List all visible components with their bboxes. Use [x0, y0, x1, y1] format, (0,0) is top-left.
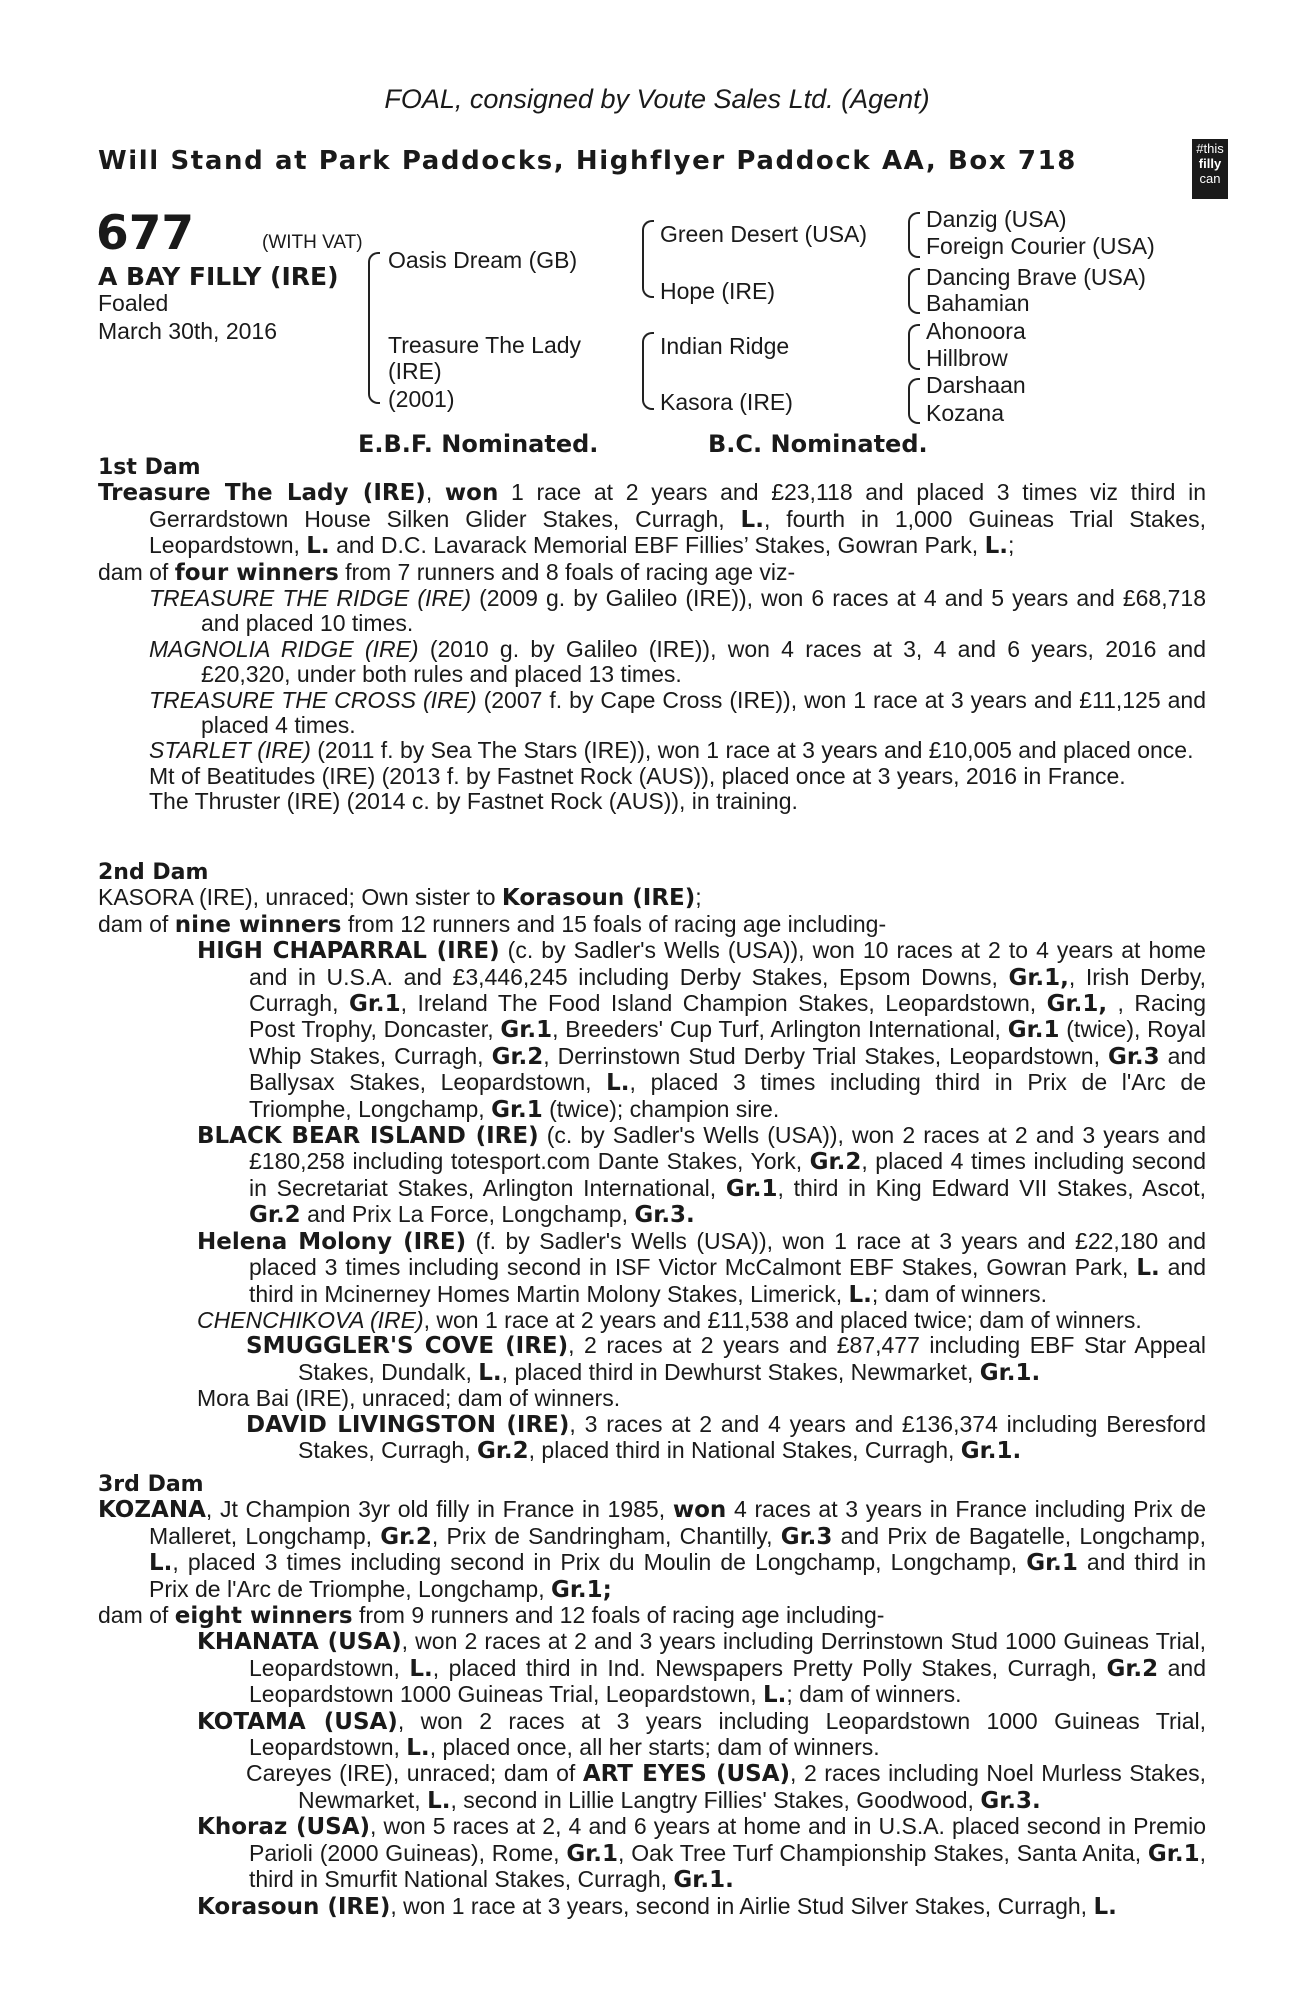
- pedigree-sire-dam: Hope (IRE): [660, 278, 776, 304]
- record-text: and Prix La Force, Longchamp,: [300, 1201, 635, 1228]
- record-text: 1 race at 2 years and £23,118 and placed 3 times viz third in Gerrardstown House Silken Glider Stakes, Curragh,: [149, 479, 1207, 532]
- progeny-name: SMUGGLER'S COVE (IRE): [246, 1333, 569, 1360]
- stand-location: Will Stand at Park Paddocks, Highflyer Paddock AA, Box 718: [98, 146, 1077, 176]
- pedigree-ddd: Kozana: [926, 400, 1005, 426]
- record-text: , won 5 races at 2, 4 and 6 years at home and in U.S.A. placed second in Premio Parioli (2000 Guineas), Rome,: [249, 1813, 1206, 1866]
- progeny-text: (2009 g. by Galileo (IRE)), won 6 races at 4 and 5 years and £68,718 and placed 10 times.: [201, 585, 1206, 637]
- second-dam-heading: 2nd Dam: [98, 860, 209, 885]
- grade: L.: [606, 1070, 630, 1097]
- catalogue-subtitle: FOAL, consigned by Voute Sales Ltd. (Agent): [384, 84, 930, 114]
- progeny-name: TREASURE THE RIDGE (IRE): [149, 585, 471, 612]
- grade: Gr.1;: [550, 1576, 612, 1603]
- pedigree-dss: Ahonoora: [926, 318, 1026, 344]
- record-text: and Leopardstown 1000 Guineas Trial, Leopardstown,: [249, 1654, 1206, 1708]
- grade: Gr.1.: [673, 1867, 734, 1894]
- record-text: (c. by Sadler's Wells (USA)), won 2 races at 2 and 3 years and £180,258 including totesport.com Dante Stakes, York,: [249, 1122, 1206, 1175]
- logo-line-1: #this: [1196, 141, 1224, 156]
- progeny-item: [98, 1814, 1206, 1893]
- record-text: , placed 4 times including second in Secretariat Stakes, Arlington International,: [249, 1148, 1207, 1201]
- progeny-item: [98, 1333, 1206, 1386]
- this-filly-can-logo: [1192, 139, 1228, 199]
- third-dam-record: [98, 1497, 1206, 1603]
- grade: L.: [409, 1655, 433, 1682]
- pedigree-dds: Darshaan: [926, 372, 1026, 398]
- foaled-label: Foaled: [98, 290, 169, 316]
- grade: Gr.1,: [1008, 964, 1069, 991]
- pedigree-dam-dam: Kasora (IRE): [660, 389, 793, 415]
- first-dam-section: [98, 455, 1206, 815]
- progeny-item: [98, 1629, 1206, 1708]
- grade: L.: [1093, 1893, 1117, 1920]
- pedigree-dam-sire: Indian Ridge: [660, 333, 790, 359]
- grade: Gr.1: [725, 1175, 778, 1202]
- record-text: , 2 races including Noel Murless Stakes, Newmarket,: [298, 1760, 1207, 1813]
- first-dam-name: Treasure The Lady (IRE): [98, 480, 426, 507]
- pedigree-bracket: [642, 332, 654, 410]
- record-text: , Prix de Sandringham, Chantilly,: [431, 1522, 781, 1549]
- record-text: and D.C. Lavarack Memorial EBF Fillies’ Stakes, Gowran Park,: [329, 532, 985, 559]
- pedigree-sss: Danzig (USA): [926, 206, 1067, 232]
- grade: L.: [848, 1281, 872, 1308]
- progeny-item: [98, 1761, 1206, 1814]
- progeny-item: [98, 1229, 1206, 1308]
- record-text: 4 races at 3 years in France including Prix de Malleret, Longchamp,: [149, 1496, 1206, 1549]
- first-dam-record: Treasure The Lady (IRE), won 1 race at 2 years and £23,118 and placed 3 times viz third in Gerrardstown House Silken Glider Stakes, Curragh, L., fourth in 1,000 Guineas Trial Stakes, Leopardstown, L. and D.C. Lavarack Memorial EBF Fillies’ Stakes, Gowran Park, L.;: [98, 479, 1207, 560]
- progeny-name: KHANATA (USA): [197, 1629, 402, 1656]
- progeny-item: [98, 586, 1206, 637]
- pedigree-ssd: Foreign Courier (USA): [926, 233, 1155, 259]
- grade: Gr.1: [491, 1096, 543, 1123]
- bc-nominated: B.C. Nominated.: [708, 430, 928, 458]
- record-text: from 7 runners and 8 foals of racing age viz-: [338, 558, 796, 585]
- record-text: , fourth in 1,000 Guineas Trial Stakes, Leopardstown,: [149, 505, 1206, 559]
- progeny-item: [98, 1308, 1206, 1333]
- progeny-text: (2011 f. by Sea The Stars (IRE)), won 1 race at 3 years and £10,005 and placed once.: [310, 737, 1194, 764]
- record-text: , Jt Champion 3yr old filly in France in 1985,: [205, 1496, 673, 1523]
- listed-grade: L.: [306, 533, 330, 560]
- grade: Gr.3: [780, 1523, 833, 1550]
- progeny-text: (2007 f. by Cape Cross (IRE)), won 1 race at 3 years and £11,125 and placed 4 times.: [201, 686, 1206, 739]
- progeny-name: Khoraz (USA): [197, 1814, 371, 1841]
- foaled-date: March 30th, 2016: [98, 318, 278, 344]
- first-dam-produce-summary: [98, 560, 1206, 586]
- grade: Gr.2: [1106, 1655, 1159, 1682]
- progeny-name: BLACK BEAR ISLAND (IRE): [197, 1123, 539, 1150]
- record-text: , Ireland The Food Island Champion Stakes, Leopardstown,: [400, 990, 1047, 1017]
- second-dam-record: KASORA (IRE), unraced; Own sister to Korasoun (IRE);: [98, 884, 702, 912]
- record-text: , won 1 race at 3 years, second in Airlie Stud Silver Stakes, Curragh,: [390, 1892, 1094, 1919]
- listed-grade: L.: [984, 533, 1008, 560]
- record-text: ;: [1007, 532, 1015, 559]
- progeny-item: [98, 1123, 1206, 1229]
- record-text: , placed third in Ind. Newspapers Pretty Polly Stakes, Curragh,: [432, 1654, 1107, 1681]
- record-text: , Breeders' Cup Turf, Arlington International,: [552, 1016, 1008, 1043]
- record-text: and third in Mcinerney Homes Martin Molony Stakes, Limerick,: [249, 1254, 1207, 1307]
- grade: Gr.1: [1007, 1017, 1060, 1044]
- record-text: Careyes (IRE), unraced; dam of: [246, 1760, 583, 1787]
- record-text: , placed 3 times including second in Prix du Moulin de Longchamp, Longchamp,: [172, 1549, 1027, 1576]
- record-text: , won 2 races at 2 and 3 years including Derrinstown Stud 1000 Guineas Trial, Leopardstown,: [249, 1628, 1206, 1681]
- third-dam-produce-summary: [98, 1603, 1206, 1629]
- grade: L.: [763, 1682, 787, 1709]
- progeny-name: HIGH CHAPARRAL (IRE): [197, 938, 500, 965]
- grade: Gr.2: [249, 1202, 301, 1229]
- grade: Gr.3: [1107, 1043, 1160, 1070]
- second-dam-produce-summary: [98, 912, 1206, 938]
- lot-name: A BAY FILLY (IRE): [98, 262, 339, 291]
- progeny-text: (2010 g. by Galileo (IRE)), won 4 races at 3, 4 and 6 years, 2016 and £20,320, under both rules and placed 13 times.: [201, 635, 1206, 688]
- pedigree-dam-year: (2001): [388, 386, 455, 412]
- record-text: (f. by Sadler's Wells (USA)), won 1 race at 3 years and £22,180 and placed 3 times including second in ISF Victor McCalmont EBF Stakes, Gowran Park,: [249, 1227, 1207, 1281]
- record-text: , third in Smurfit National Stakes, Curragh,: [249, 1839, 1206, 1893]
- pedigree-sire-sire: Green Desert (USA): [660, 221, 868, 247]
- first-dam-heading: 1st Dam: [98, 455, 201, 480]
- progeny-item: [98, 1412, 1206, 1465]
- progeny-item: [98, 1894, 1206, 1920]
- progeny-name: CHENCHIKOVA (IRE): [197, 1306, 424, 1333]
- record-text: , Derrinstown Stud Derby Trial Stakes, Leopardstown,: [543, 1042, 1108, 1069]
- progeny-name: ART EYES (USA): [582, 1761, 791, 1788]
- grade: Gr.1: [500, 1017, 553, 1044]
- progeny-name: KOTAMA (USA): [197, 1708, 398, 1735]
- pedigree-sdd: Bahamian: [926, 290, 1030, 316]
- third-dam-section: [98, 1472, 1206, 1920]
- progeny-name: Korasoun (IRE): [197, 1893, 391, 1920]
- record-text: , Oak Tree Turf Championship Stakes, Santa Anita,: [618, 1839, 1148, 1866]
- progeny-item: [98, 637, 1206, 688]
- logo-line-3: can: [1199, 171, 1221, 186]
- grade: L.: [406, 1735, 430, 1762]
- record-text: (twice), Royal Whip Stakes, Curragh,: [249, 1016, 1206, 1069]
- grade: L.: [478, 1359, 502, 1386]
- pedigree-bracket: [908, 324, 920, 370]
- record-text: , placed third in Dewhurst Stakes, Newmarket,: [501, 1358, 980, 1385]
- grade: Gr.1: [566, 1840, 619, 1867]
- lot-vat: (WITH VAT): [262, 232, 363, 253]
- record-text: , 3 races at 2 and 4 years and £136,374 including Beresford Stakes, Curragh,: [298, 1410, 1206, 1463]
- listed-grade: L.: [740, 506, 764, 533]
- record-text: and third in Prix de l'Arc de Triomphe, Longchamp,: [149, 1549, 1206, 1602]
- progeny-name: TREASURE THE CROSS (IRE): [149, 686, 477, 713]
- progeny-item: The Thruster (IRE) (2014 c. by Fastnet Rock (AUS)), in training.: [149, 788, 798, 815]
- pedigree-dam: Treasure The Lady: [388, 332, 582, 358]
- pedigree-sire: Oasis Dream (GB): [388, 247, 578, 273]
- record-text: , Irish Derby, Curragh,: [249, 963, 1207, 1017]
- second-dam-section: [98, 860, 1206, 1464]
- record-text: , Racing Post Trophy, Doncaster,: [249, 990, 1207, 1043]
- lot-number: 677: [96, 206, 195, 261]
- record-text: , placed third in National Stakes, Curragh,: [528, 1436, 961, 1463]
- record-text: and Ballysax Stakes, Leopardstown,: [249, 1042, 1207, 1096]
- grade: Gr.1,: [1046, 991, 1108, 1018]
- record-text: , placed 3 times including third in Prix de l'Arc de Triomphe, Longchamp,: [249, 1069, 1206, 1122]
- third-dam-name: KOZANA: [98, 1497, 206, 1524]
- sister-name: Korasoun (IRE): [501, 885, 696, 912]
- record-text: (twice); champion sire.: [542, 1095, 780, 1122]
- grade: L.: [1136, 1255, 1160, 1282]
- record-text: ; dam of winners.: [871, 1280, 1048, 1307]
- record-text: KASORA (IRE), unraced; Own sister to: [98, 884, 502, 911]
- grade: Gr.3.: [634, 1202, 695, 1229]
- grade: L.: [149, 1550, 173, 1577]
- grade: Gr.1: [348, 991, 401, 1018]
- progeny-item: [98, 938, 1206, 1123]
- grade: Gr.1.: [960, 1437, 1022, 1464]
- record-text: dam of: [98, 558, 175, 585]
- pedigree-dam-country: (IRE): [388, 358, 442, 384]
- ebf-nominated: E.B.F. Nominated.: [358, 430, 599, 458]
- third-dam-heading: 3rd Dam: [98, 1472, 204, 1497]
- record-text: dam of: [98, 1602, 175, 1629]
- progeny-item: Mora Bai (IRE), unraced; dam of winners.: [197, 1385, 621, 1412]
- pedigree-dsd: Hillbrow: [926, 345, 1008, 371]
- record-text: dam of: [98, 910, 175, 937]
- won-label: won: [444, 480, 499, 507]
- pedigree-bracket: [908, 212, 920, 258]
- progeny-name: DAVID LIVINGSTON (IRE): [246, 1411, 570, 1438]
- grade: Gr.3.: [980, 1787, 1041, 1814]
- record-text: and Prix de Bagatelle, Longchamp,: [832, 1522, 1206, 1549]
- pedigree-bracket: [908, 378, 920, 424]
- winners-count: eight winners: [174, 1603, 353, 1630]
- progeny-item: [98, 1709, 1206, 1762]
- record-text: (c. by Sadler's Wells (USA)), won 10 races at 2 to 4 years at home and in U.S.A. and £3,446,245 including Derby Stakes, Epsom Downs,: [249, 937, 1206, 990]
- grade: Gr.2: [809, 1149, 862, 1176]
- winners-count: four winners: [174, 559, 339, 586]
- record-text: , won 2 races at 3 years including Leopardstown 1000 Guineas Trial, Leopardstown,: [249, 1707, 1207, 1761]
- progeny-item: [98, 688, 1206, 739]
- record-text: from 9 runners and 12 foals of racing age including-: [352, 1602, 885, 1629]
- record-text: , second in Lillie Langtry Fillies' Stakes, Goodwood,: [450, 1786, 981, 1813]
- grade: Gr.1: [1147, 1840, 1200, 1867]
- progeny-name: Helena Molony (IRE): [197, 1228, 467, 1255]
- progeny-item: [98, 738, 1206, 763]
- grade: Gr.2: [491, 1043, 544, 1070]
- grade: Gr.2: [380, 1523, 432, 1550]
- logo-line-2: filly: [1198, 156, 1222, 171]
- record-text: , won 1 race at 2 years and £11,538 and placed twice; dam of winners.: [423, 1306, 1142, 1333]
- record-text: , third in King Edward VII Stakes, Ascot,: [777, 1174, 1206, 1201]
- progeny-item: Mt of Beatitudes (IRE) (2013 f. by Fastnet Rock (AUS)), placed once at 3 years, 2016 in France.: [149, 762, 1126, 789]
- pedigree-bracket: [908, 268, 920, 314]
- record-text: from 12 runners and 15 foals of racing age including-: [341, 910, 887, 937]
- winners-count: nine winners: [174, 911, 342, 938]
- grade: L.: [427, 1787, 451, 1814]
- pedigree-sds: Dancing Brave (USA): [926, 264, 1146, 290]
- record-text: ; dam of winners.: [786, 1681, 962, 1708]
- record-text: , 2 races at 2 years and £87,477 including EBF Star Appeal Stakes, Dundalk,: [298, 1332, 1206, 1385]
- progeny-name: STARLET (IRE): [149, 737, 311, 764]
- grade: Gr.1: [1026, 1550, 1078, 1577]
- grade: Gr.2: [476, 1437, 529, 1464]
- pedigree-bracket: [368, 252, 380, 404]
- pedigree-bracket: [642, 220, 654, 298]
- grade: Gr.1.: [979, 1359, 1041, 1386]
- record-text: , placed once, all her starts; dam of winners.: [429, 1734, 880, 1761]
- progeny-name: MAGNOLIA RIDGE (IRE): [149, 635, 419, 662]
- won-label: won: [672, 1497, 727, 1524]
